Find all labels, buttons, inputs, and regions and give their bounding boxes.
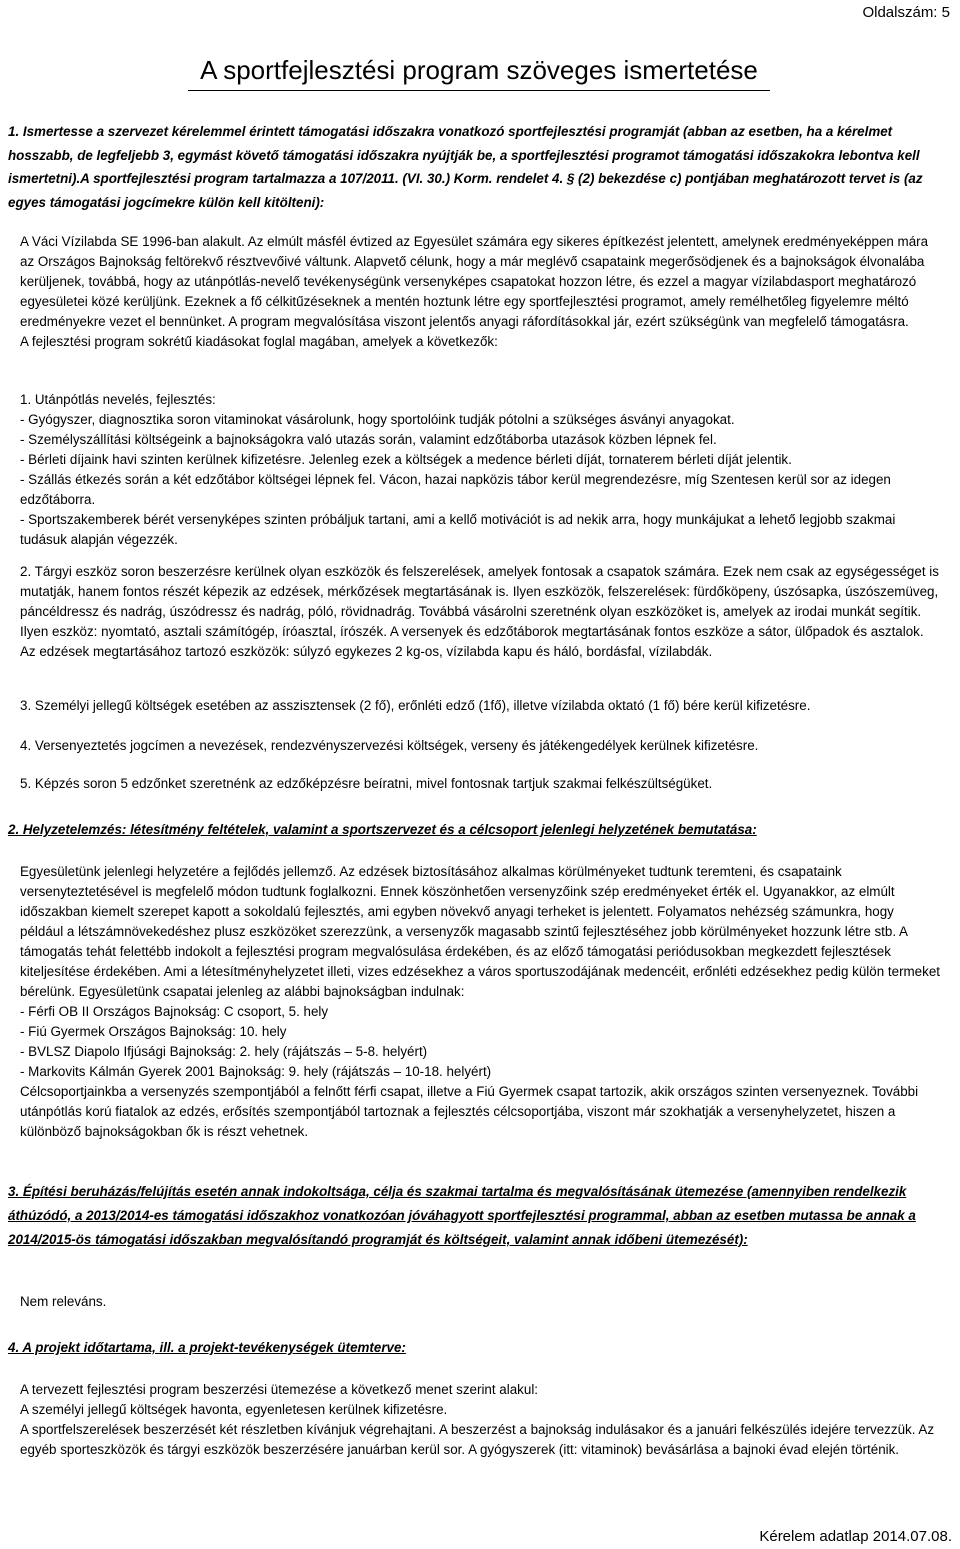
question-1: 1. Ismertesse a szervezet kérelemmel érintett támogatási időszakra vonatkozó sportfejlesztési programját (abban az esetben, ha a kérelmet hosszabb, de legfeljebb 3, egymást követő támogatási időszakra nyújtják be, a sportfejlesztési programot támogatási időszakokra lebontva kell ismertetni).A sportfejlesztési program tartalmazza a 107/2011. (VI. 30.) Korm. rendelet 4. § (2) bekezdése c) pontjában meghatározott tervet is (az egyes támogatási jogcímekre külön kell kitölteni): (8, 124, 923, 210)
list-item: - Sportszakemberek bérét versenyképes szinten próbáljuk tartani, ami a kellő motivációt is ad nekik arra, hogy munkájukat a lehető legjobb szakmai tudásuk alapján végezzék. (20, 512, 896, 547)
answer-2 (20, 862, 940, 1142)
list-item: - Fiú Gyermek Országos Bajnokság: 10. hely (20, 1024, 287, 1039)
list-item: - Személyszállítási költségeink a bajnokságokra való utazás során, valamint edzőtáborba utazások közben lépnek fel. (20, 432, 717, 447)
section-1-list (20, 390, 940, 550)
answer-4-line: A tervezett fejlesztési program beszerzési ütemezése a következő menet szerint alakul: (20, 1382, 539, 1397)
section-5-paragraph: 5. Képzés soron 5 edzőnket szeretnénk az edzőképzésre beíratni, mivel fontosnak tartjuk szakmai felkészültségüket. (20, 776, 713, 791)
list-item: - Markovits Kálmán Gyerek 2001 Bajnokság: 9. hely (rájátszás – 10-18. helyért) (20, 1064, 492, 1079)
question-2: 2. Helyzetelemzés: létesítmény feltételek, valamint a sportszervezet és a célcsoport jelenlegi helyzetének bemutatása: (8, 822, 757, 837)
list-item: - BVLSZ Diapolo Ifjúsági Bajnokság: 2. hely (rájátszás – 5-8. helyért) (20, 1044, 428, 1059)
answer-4-line: A személyi jellegű költségek havonta, egyenletesen kerülnek kifizetésre. (20, 1402, 448, 1417)
answer-4-line: A sportfelszerelések beszerzését két részletben kívánjuk végrehajtani. A beszerzést a bajnokság indulásakor és a januári felkészülés idejére tervezzük. Az egyéb sporteszközök és tárgyi eszközök beszerzésére januárban kerül sor. A gyógyszerek (itt: vitaminok) bevásárlása a bajnoki évad elején történik. (20, 1422, 935, 1457)
list-item: - Férfi OB II Országos Bajnokság: C csoport, 5. hely (20, 1004, 329, 1019)
question-3: 3. Építési beruházás/felújítás esetén annak indokoltsága, célja és szakmai tartalma és megvalósításának ütemezése (amennyiben rendelkezik áthúzódó, a 2013/2014-es támogatási időszakhoz vonatkozóan jóváhagyott sportfejlesztési programmal, abban az esetben mutassa be annak a 2014/2015-ös támogatási időszakban megvalósítandó programját és költségeit, valamint annak időbeni ütemezését): (8, 1184, 916, 1247)
question-4: 4. A projekt időtartama, ill. a projekt-tevékenységek ütemterve: (8, 1340, 406, 1355)
page-number: Oldalszám: 5 (862, 4, 950, 21)
list-item: - Szállás étkezés során a két edzőtábor költségei lépnek fel. Vácon, hazai napközis tábor kerül megrendezésre, míg Szentesen kerül sor az idegen edzőtáborra. (20, 472, 891, 507)
section-1-heading: 1. Utánpótlás nevelés, fejlesztés: (20, 392, 216, 407)
program-intro (20, 232, 940, 352)
list-item: - Bérleti díjaink havi szinten kerülnek kifizetésre. Jelenleg ezek a költségek a medence bérleti díját, tornaterem bérleti díját jelentik. (20, 452, 792, 467)
answer-4 (20, 1380, 940, 1460)
page-title: A sportfejlesztési program szöveges ismertetése (188, 54, 770, 91)
section-3-paragraph: 3. Személyi jellegű költségek esetében az asszisztensek (2 fő), erőnléti edző (1fő), illetve vízilabda oktató (1 fő) bére kerül kifizetésre. (20, 698, 811, 713)
footer-form-date: Kérelem adatlap 2014.07.08. (759, 1528, 952, 1545)
answer-2-paragraph: Egyesületünk jelenlegi helyzetére a fejlődés jellemző. Az edzések biztosításához alkalmas körülményeket tudtunk teremteni, és csapataink versenyteztetésével is megfelelő módon tudtunk foglalkozni. Ennek köszönhetően versenyzőink szép eredményeket érték el. Ugyanakkor, az elmúlt időszakban kiemelt szerepet kapott a sokoldalú fejlesztés, ami egyben növekvő anyagi terheket is jelentett. Folyamatos nehézség számunkra, hogy például a létszámnövekedéshez plusz eszközöket szerezzünk, a versenyzők magasabb szintű fejlesztéséhez jobb körülményeket hozzunk létre stb. A támogatás tehát felettébb indokolt a fejlesztési program megvalósulása érdekében, és az előző támogatási periódusokban megkezdett fejlesztések kiteljesítése érdekében. Ami a létesítményhelyzetet illeti, vizes edzésekhez a város sportuszodájának medencéit, erőnléti edzésekhez pedig külön termeket bérelünk. Egyesületünk csapatai jelenleg az alábbi bajnokságban indulnak: (20, 864, 940, 999)
section-2-paragraph: 2. Tárgyi eszköz soron beszerzésre kerülnek olyan eszközök és felszerelések, amelyek fontosak a csapatok számára. Ezek nem csak az egységességet is mutatják, hanem fontos részét képezik az edzések, mérkőzések megtartásának is. Ilyen eszközök, felszerelések: fürdőköpeny, úszósapka, úszószemüveg, páncéldressz és nadrág, úszódressz és nadrág, póló, rövidnadrág. Továbbá vásárolni szeretnénk olyan eszközöket is, amelyek az irodai munkát segítik. Ilyen eszköz: nyomtató, asztali számítógép, íróasztal, írószék. A versenyek és edzőtáborok megtartásának fontos eszköze a sátor, ülőpadok és asztalok. Az edzések megtartásához tartozó eszközök: súlyzó egykezes 2 kg-os, vízilabda kapu és háló, bordásfal, vízilabdák. (20, 564, 939, 659)
answer-3: Nem releváns. (20, 1294, 107, 1309)
intro-summary: A fejlesztési program sokrétű kiadásokat foglal magában, amelyek a következők: (20, 334, 498, 349)
answer-2-closing: Célcsoportjainkba a versenyzés szempontjából a felnőtt férfi csapat, illetve a Fiú Gyermek csapat tartozik, akik országos szinten versenyeznek. További utánpótlás korú fiatalok az edzés, erősítés szempontjából tartoznak a fejlesztés célcsoportjába, viszont már szokhatják a versenyhelyzetet, hiszen a különböző bajnokságokban ők is részt vehetnek. (20, 1084, 919, 1139)
section-4-paragraph: 4. Versenyeztetés jogcímen a nevezések, rendezvényszervezési költségek, verseny és játékengedélyek kerülnek kifizetésre. (20, 738, 759, 753)
list-item: - Gyógyszer, diagnosztika soron vitaminokat vásárolunk, hogy sportolóink tudják pótolni a szükséges ásványi anyagokat. (20, 412, 735, 427)
intro-paragraph: A Váci Vízilabda SE 1996-ban alakult. Az elmúlt másfél évtized az Egyesület számára egy sikeres építkezést jelentett, amelynek eredményeképpen mára az Országos Bajnokság feltörekvő résztvevőivé váltunk. Alapvető célunk, hogy a már meglévő csapataink megerősödjenek és a bajnokságok élvonalába kerüljenek, továbbá, hogy az utánpótlás-nevelő tevékenységünk versenyképes csapatokat hozzon létre, és ezzel a magyar vízilabdasport meghatározó egyesületei közé kerüljünk. Ezeknek a fő célkitűzéseknek a mentén hoztunk létre egy sportfejlesztési programot, amely remélhetőleg figyelemre méltó eredményekre vezet el bennünket. A program megvalósítása viszont jelentős anyagi ráfordításokkal jár, ezért szükségünk van megfelelő támogatásra. (20, 234, 929, 329)
